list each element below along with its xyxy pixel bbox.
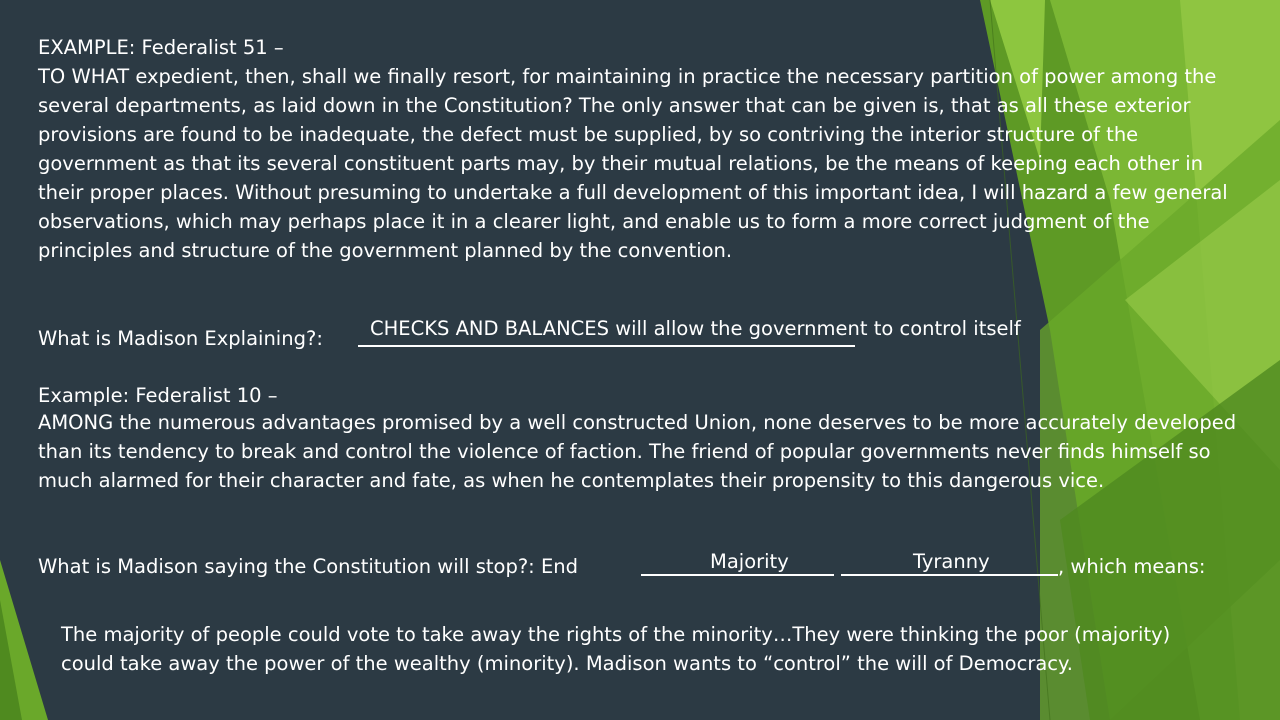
federalist-10-heading: Example: Federalist 10 – (38, 384, 278, 407)
federalist-51-heading: EXAMPLE: Federalist 51 – (38, 36, 284, 59)
question-1-label: What is Madison Explaining?: (38, 327, 323, 350)
question-2-answer-tyranny: Tyranny (913, 550, 990, 573)
question-2-label: What is Madison saying the Constitution will stop?: End (38, 555, 579, 578)
question-2-blank-1 (641, 574, 834, 576)
question-2-blank-2 (841, 574, 1058, 576)
question-1-blank (358, 345, 855, 347)
federalist-10-excerpt: AMONG the numerous advantages promised by a well constructed Union, none deserves to be more accurately developed than its tendency to break and control the violence of faction. The friend of popular governments never finds himself so much alarmed for their character and fate, as when he contemplates their propensity to this dangerous vice. (38, 411, 1237, 492)
question-2-answer-majority: Majority (710, 550, 789, 573)
explanation-text: The majority of people could vote to take away the rights of the minority…They were thinking the poor (majority) could take away the power of the wealthy (minority). Madison wants to “control” the will of Democracy. (61, 623, 1171, 675)
federalist-51-excerpt: TO WHAT expedient, then, shall we finally resort, for maintaining in practice the necessary partition of power among the several departments, as laid down in the Constitution? The only answer that can be given is, that as all these exterior provisions are found to be inadequate, the defect must be supplied, by so contriving the interior structure of the government as that its several constituent parts may, by their mutual relations, be the means of keeping each other in their proper places. Without presuming to undertake a full development of this important idea, I will hazard a few general observations, which may perhaps place it in a clearer light, and enable us to form a more correct judgment of the principles and structure of the government planned by the convention. (38, 65, 1228, 262)
question-2-suffix: , which means: (1058, 555, 1206, 578)
question-1-answer: CHECKS AND BALANCES will allow the government to control itself (370, 317, 1021, 340)
